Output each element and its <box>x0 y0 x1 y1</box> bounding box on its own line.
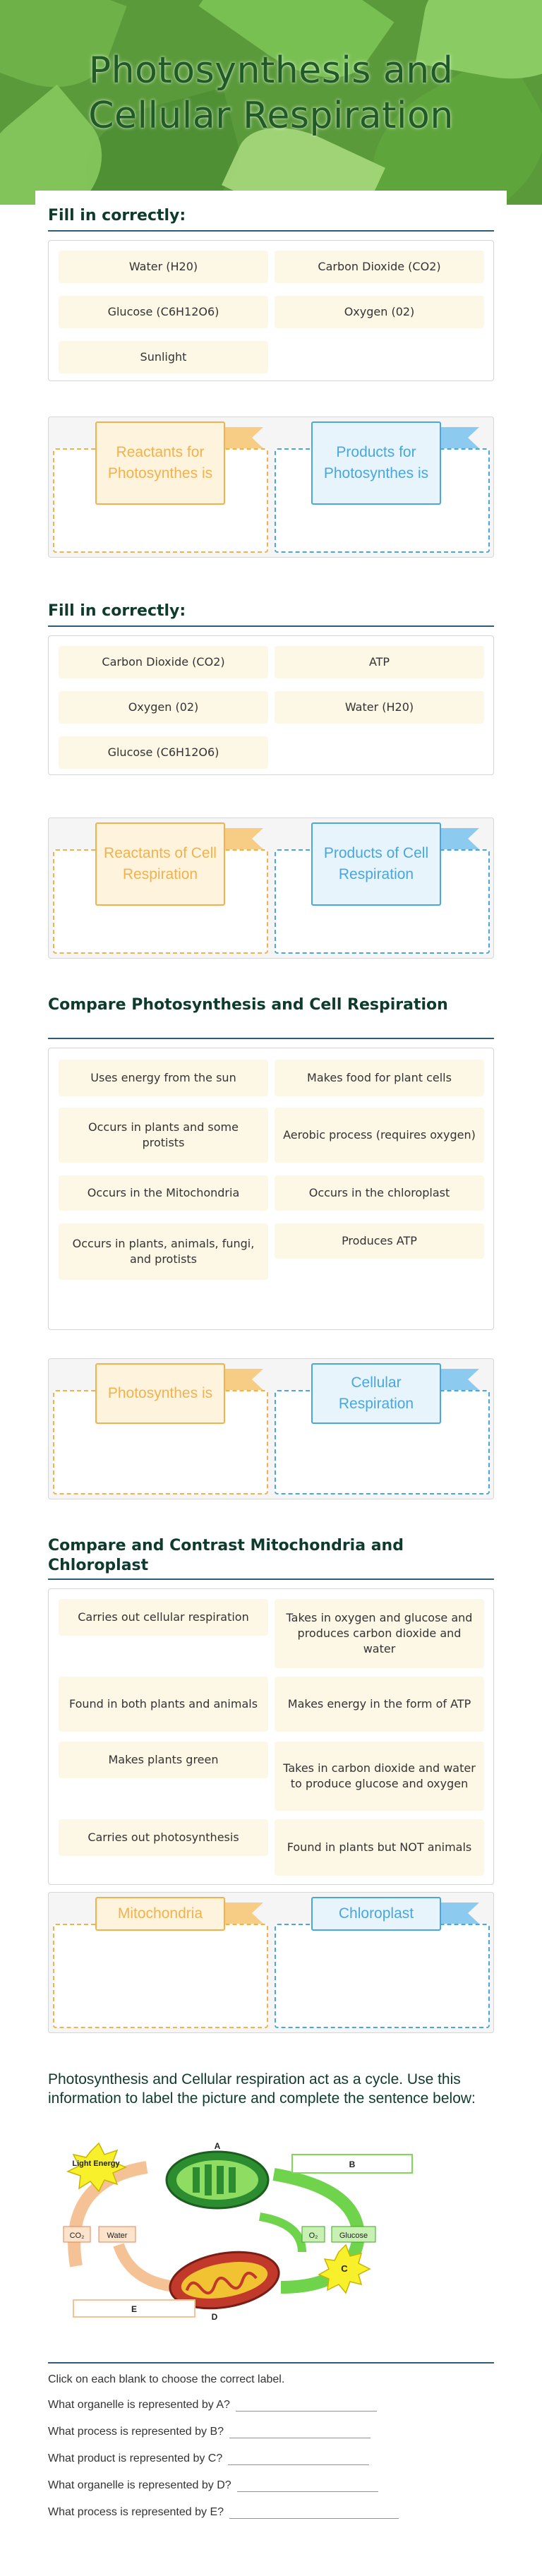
cycle-diagram <box>48 2139 443 2330</box>
ribbon-icon <box>224 427 263 448</box>
header-banner <box>0 0 542 205</box>
section-divider <box>48 2362 494 2364</box>
instruction-text: Click on each blank to choose the correct label. <box>48 2373 285 2385</box>
drag-chip[interactable]: Water (H20) <box>275 691 484 724</box>
chip-bank <box>48 1048 494 1330</box>
drag-chip[interactable]: Aerobic process (requires oxygen) <box>275 1108 484 1163</box>
drop-label: Cellular Respiration <box>311 1363 441 1424</box>
question-text: What process is represented by B? <box>48 2426 224 2438</box>
section-divider <box>48 1578 494 1580</box>
question-row <box>48 2506 399 2519</box>
drop-label: Reactants for Photosynthes is <box>95 421 225 505</box>
drag-chip[interactable]: Oxygen (02) <box>275 296 484 328</box>
drag-chip[interactable]: Occurs in plants and some protists <box>59 1108 268 1163</box>
chip-bank <box>48 240 494 381</box>
sort-area <box>48 1892 494 2033</box>
ribbon-icon <box>224 1369 263 1390</box>
section-title: Compare Photosynthesis and Cell Respiration <box>48 996 448 1014</box>
ribbon-icon <box>224 828 263 849</box>
question-row <box>48 2452 369 2465</box>
answer-blank[interactable] <box>229 2426 371 2438</box>
ribbon-icon <box>440 1369 479 1390</box>
drop-label: Products of Cell Respiration <box>311 822 441 906</box>
drag-chip[interactable]: Makes food for plant cells <box>275 1060 484 1096</box>
chip-bank <box>48 1588 494 1885</box>
label-c: C <box>341 2263 348 2274</box>
worksheet <box>35 191 507 2576</box>
drag-chip[interactable]: Produces ATP <box>275 1223 484 1259</box>
drag-chip[interactable]: Takes in carbon dioxide and water to produce glucose and oxygen <box>275 1742 484 1811</box>
drop-label: Reactants of Cell Respiration <box>95 822 225 906</box>
ribbon-icon <box>440 427 479 448</box>
drag-chip[interactable]: Water (H20) <box>59 251 268 283</box>
answer-blank[interactable] <box>228 2452 369 2465</box>
answer-blank[interactable] <box>229 2506 399 2519</box>
drag-chip[interactable]: Occurs in the Mitochondria <box>59 1175 268 1211</box>
drop-label: Photosynthes is <box>95 1363 225 1424</box>
question-text: What product is represented by C? <box>48 2452 223 2464</box>
answer-blank[interactable] <box>237 2479 378 2492</box>
drag-chip[interactable]: Found in plants but NOT animals <box>275 1819 484 1876</box>
label-e: E <box>131 2304 138 2314</box>
drag-chip[interactable]: Glucose (C6H12O6) <box>59 736 268 769</box>
question-text: What organelle is represented by D? <box>48 2479 231 2491</box>
question-text: What process is represented by E? <box>48 2506 224 2518</box>
drag-chip[interactable]: Carries out photosynthesis <box>59 1819 268 1856</box>
drag-chip[interactable]: Makes plants green <box>59 1742 268 1778</box>
drag-chip[interactable]: Carries out cellular respiration <box>59 1599 268 1636</box>
sort-area <box>48 417 494 558</box>
water-label: Water <box>107 2231 128 2240</box>
section-divider <box>48 1038 494 1039</box>
drag-chip[interactable]: Oxygen (02) <box>59 691 268 724</box>
drag-chip[interactable]: ATP <box>275 646 484 678</box>
co2-label: CO₂ <box>69 2231 85 2240</box>
drop-label: Chloroplast <box>311 1897 441 1931</box>
question-row <box>48 2426 371 2438</box>
drag-chip[interactable]: Glucose (C6H12O6) <box>59 296 268 328</box>
section-title: Fill in correctly: <box>48 602 186 620</box>
drag-chip[interactable]: Occurs in plants, animals, fungi, and protists <box>59 1223 268 1280</box>
sort-area <box>48 817 494 959</box>
drag-chip[interactable]: Takes in oxygen and glucose and produces carbon dioxide and water <box>275 1599 484 1668</box>
answer-blank[interactable] <box>236 2399 377 2412</box>
section-title: Fill in correctly: <box>48 207 186 224</box>
light-energy-label: Light Energy <box>72 2159 120 2168</box>
title-line-2: Cellular Respiration <box>88 95 454 137</box>
section-title: Compare and Contrast Mitochondria and Chloroplast <box>48 1537 404 1574</box>
o2-label: O₂ <box>308 2231 318 2240</box>
chip-bank <box>48 635 494 775</box>
drag-chip[interactable]: Sunlight <box>59 341 268 373</box>
ribbon-icon <box>224 1903 263 1924</box>
drop-zone-chloroplast[interactable] <box>275 1924 490 2028</box>
page-title <box>0 48 542 138</box>
question-row <box>48 2399 377 2412</box>
section-divider <box>48 625 494 627</box>
label-a: A <box>214 2141 221 2151</box>
question-row <box>48 2479 378 2492</box>
drag-chip[interactable]: Makes energy in the form of ATP <box>275 1677 484 1732</box>
question-text: What organelle is represented by A? <box>48 2399 230 2411</box>
granum <box>193 2167 200 2193</box>
ribbon-icon <box>440 828 479 849</box>
drop-label: Mitochondria <box>95 1897 225 1931</box>
glucose-label: Glucose <box>339 2231 368 2240</box>
drop-zone-mitochondria[interactable] <box>53 1924 268 2028</box>
arrow-inner <box>260 2217 302 2252</box>
granum <box>217 2166 224 2194</box>
drag-chip[interactable]: Found in both plants and animals <box>59 1677 268 1732</box>
drag-chip[interactable]: Occurs in the chloroplast <box>275 1175 484 1211</box>
label-d: D <box>211 2312 218 2322</box>
drag-chip[interactable]: Uses energy from the sun <box>59 1060 268 1096</box>
granum <box>229 2167 236 2193</box>
ribbon-icon <box>440 1903 479 1924</box>
sort-area <box>48 1358 494 1499</box>
label-b: B <box>349 2159 356 2169</box>
granum <box>205 2164 212 2195</box>
section-divider <box>48 230 494 232</box>
drag-chip[interactable]: Carbon Dioxide (CO2) <box>59 646 268 678</box>
drop-label: Products for Photosynthes is <box>311 421 441 505</box>
drag-chip[interactable]: Carbon Dioxide (CO2) <box>275 251 484 283</box>
title-line-1: Photosynthesis and <box>88 49 454 92</box>
cycle-intro: Photosynthesis and Cellular respiration act as a cycle. Use this information to label the picture and complete the sentence below: <box>48 2071 476 2107</box>
